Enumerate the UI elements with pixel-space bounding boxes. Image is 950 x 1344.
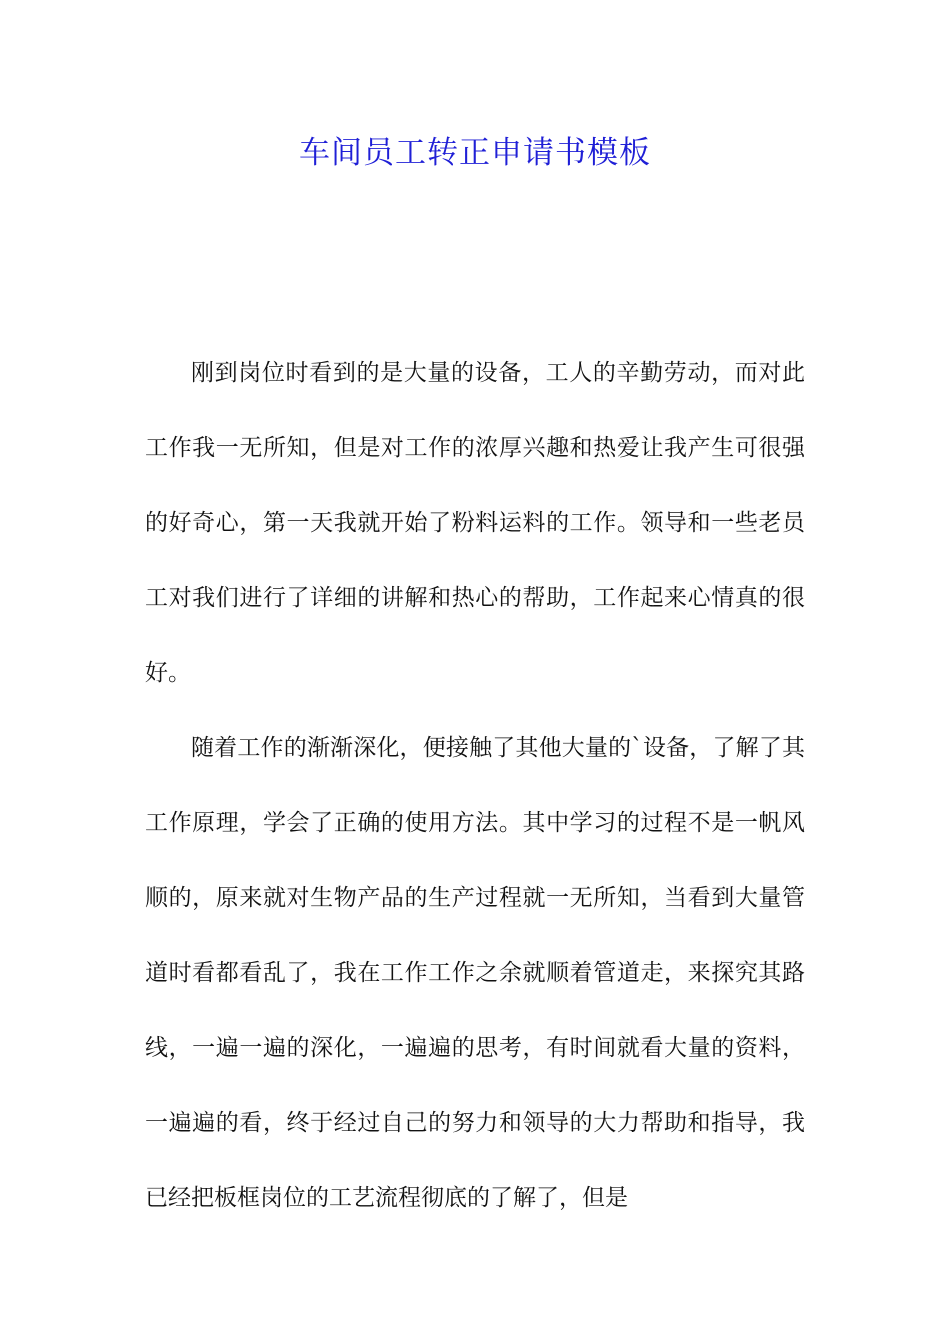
paragraph-1: 刚到岗位时看到的是大量的设备，工人的辛勤劳动，而对此工作我一无所知，但是对工作的浓厚兴趣和热爱让我产生可很强的好奇心，第一天我就开始了粉料运料的工作。领导和一些老员工对我们进行了详细的讲解和热心的帮助，工作起来心情真的很好。 bbox=[145, 360, 805, 686]
paragraph-2: 随着工作的渐渐深化，便接触了其他大量的`设备，了解了其工作原理，学会了正确的使用方法。其中学习的过程不是一帆风顺的，原来就对生物产品的生产过程就一无所知，当看到大量管道时看都看乱了，我在工作工作之余就顺着管道走，来探究其路线，一遍一遍的深化，一遍遍的思考，有时间就看大量的资料，一遍遍的看，终于经过自己的努力和领导的大力帮助和指导，我已经把板框岗位的工艺流程彻底的了解了，但是 bbox=[145, 735, 805, 1211]
document-body bbox=[145, 336, 805, 1236]
document-title: 车间员工转正申请书模板 bbox=[299, 135, 651, 171]
